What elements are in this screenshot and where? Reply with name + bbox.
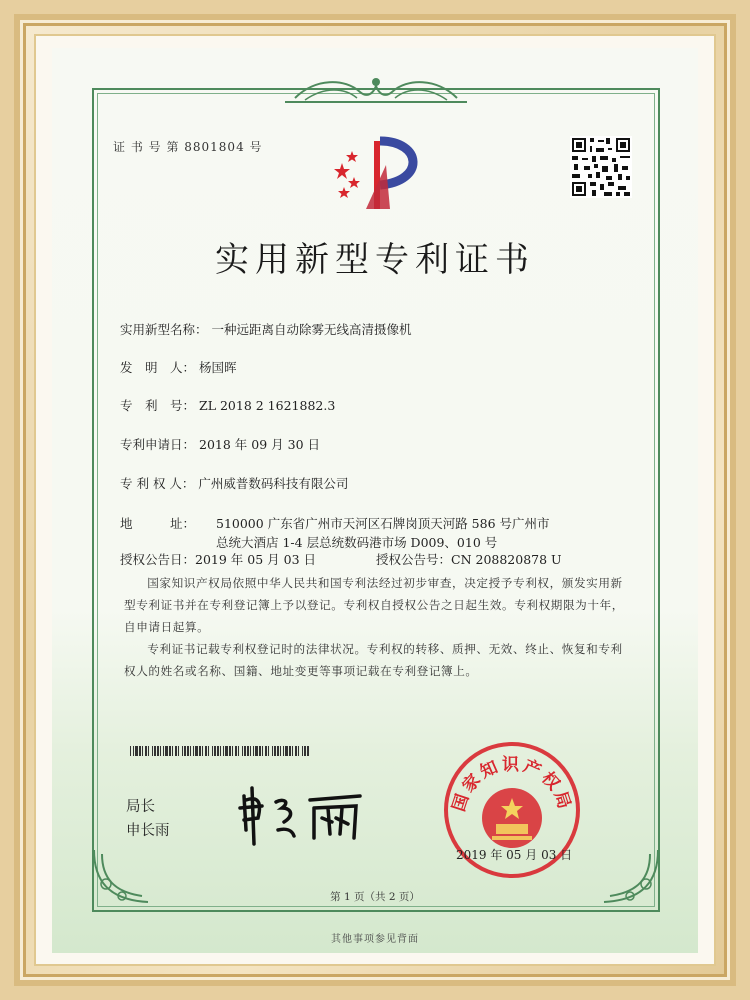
barcode-bar (142, 746, 143, 756)
grant-date-label: 授权公告日： (120, 552, 196, 567)
barcode-bar (148, 746, 149, 756)
barcode-bar (202, 746, 203, 756)
barcode-bar (238, 746, 239, 756)
barcode-bar (133, 746, 134, 756)
seal-text: 国家知识产权局 (449, 755, 575, 815)
barcode-bar (184, 746, 186, 756)
patent-logo-icon (330, 135, 430, 215)
barcode-bar (178, 746, 179, 756)
barcode-bar (175, 746, 177, 756)
address-line-2: 总统大酒店 1-4 层总统数码港市场 D009、010 号 (216, 535, 498, 550)
barcode-bar (193, 746, 194, 756)
barcode-bar (195, 746, 198, 756)
utility-name-value: 一种远距离自动除雾无线高清摄像机 (211, 322, 412, 337)
inventor-value: 杨国晖 (199, 360, 237, 375)
barcode-bar (289, 746, 291, 756)
patentee-row (120, 474, 348, 492)
barcode-bar (265, 746, 267, 756)
address-line-1: 510000 广东省广州市天河区石牌岗顶天河路 586 号广州市 (216, 516, 550, 531)
patentee-label: 专 利 权 人： (120, 476, 195, 491)
barcode-bar (280, 746, 281, 756)
barcode-bar (295, 746, 297, 756)
patent-number-label: 专 利 号： (120, 398, 196, 413)
barcode-bar (304, 746, 306, 756)
certificate-title: 实用新型专利证书 (215, 240, 535, 280)
barcode-bar (225, 746, 228, 756)
utility-name-row (120, 320, 412, 338)
barcode-bar (283, 746, 284, 756)
barcode-bar (130, 746, 131, 756)
barcode-bar (163, 746, 164, 756)
legal-status-paragraph: 专利证书记载专利权登记时的法律状况。专利权的转移、质押、无效、终止、恢复和专利权人的姓名或名称、国籍、地址变更等事项记载在专利登记簿上。 (124, 642, 623, 678)
barcode-bar (139, 746, 141, 756)
barcode-bar (268, 746, 269, 756)
barcode-bar (298, 746, 299, 756)
grant-number-value: CN 208820878 U (451, 552, 562, 567)
filing-date-label: 专利申请日： (120, 437, 196, 452)
filing-date-value: 2018 年 09 月 30 日 (199, 437, 321, 452)
barcode-bar (172, 746, 173, 756)
grant-date-row (120, 550, 316, 568)
footer-note: 其他事项参见背面 (331, 934, 419, 945)
barcode-bar (154, 746, 156, 756)
director-title: 局长 (126, 799, 155, 815)
barcode-bar (182, 746, 183, 756)
patentee-value: 广州威普数码科技有限公司 (198, 476, 349, 491)
barcode-bar (242, 746, 243, 756)
barcode-bar (247, 746, 249, 756)
barcode-bar (157, 746, 159, 756)
barcode-bar (262, 746, 263, 756)
barcode-bar (285, 746, 288, 756)
inventor-label: 发 明 人： (120, 360, 196, 375)
barcode-bar (169, 746, 171, 756)
patent-number-row (120, 396, 335, 414)
barcode-bar (272, 746, 273, 756)
grant-date-value: 2019 年 05 月 03 日 (195, 552, 317, 567)
barcode-bar (253, 746, 254, 756)
barcode-bar (160, 746, 161, 756)
seal-date: 2019 年 05 月 03 日 (456, 848, 573, 862)
inventor-row (120, 358, 237, 376)
barcode-bar (277, 746, 279, 756)
grant-number-row (376, 550, 562, 568)
patent-number-value: ZL 2018 2 1621882.3 (199, 398, 336, 413)
barcode-bar (187, 746, 189, 756)
barcode-bar (135, 746, 138, 756)
barcode-icon (130, 746, 310, 756)
barcode-bar (302, 746, 303, 756)
filing-date-row (120, 435, 320, 453)
barcode-bar (223, 746, 224, 756)
utility-name-label: 实用新型名称： (120, 322, 208, 337)
barcode-bar (259, 746, 261, 756)
barcode-bar (214, 746, 216, 756)
barcode-bar (274, 746, 276, 756)
barcode-bar (250, 746, 251, 756)
barcode-bar (244, 746, 246, 756)
grant-number-label: 授权公告号： (376, 552, 452, 567)
barcode-bar (220, 746, 221, 756)
barcode-bar (208, 746, 209, 756)
barcode-bar (307, 746, 309, 756)
barcode-bar (255, 746, 258, 756)
director-signature (232, 778, 382, 848)
qr-code-icon (570, 136, 632, 198)
address-label: 地 址： (120, 516, 196, 531)
grant-statement-paragraph: 国家知识产权局依照中华人民共和国专利法经过初步审查，决定授予专利权，颁发实用新型专利证书并在专利登记簿上予以登记。专利权自授权公告之日起生效。专利权期限为十年，自申请日起算。 (124, 576, 624, 634)
barcode-bar (165, 746, 168, 756)
barcode-bar (199, 746, 201, 756)
ornament-icon (285, 72, 467, 106)
page-number: 第 1 页（共 2 页） (330, 891, 420, 903)
barcode-bar (212, 746, 213, 756)
director-block (126, 795, 170, 843)
barcode-bar (205, 746, 207, 756)
director-name: 申长雨 (126, 823, 170, 839)
barcode-bar (152, 746, 153, 756)
barcode-bar (235, 746, 237, 756)
barcode-bar (232, 746, 233, 756)
barcode-bar (145, 746, 147, 756)
barcode-bar (217, 746, 219, 756)
certificate-number: 证 书 号 第 8801804 号 (113, 140, 263, 154)
barcode-bar (292, 746, 293, 756)
barcode-bar (229, 746, 231, 756)
barcode-bar (190, 746, 191, 756)
